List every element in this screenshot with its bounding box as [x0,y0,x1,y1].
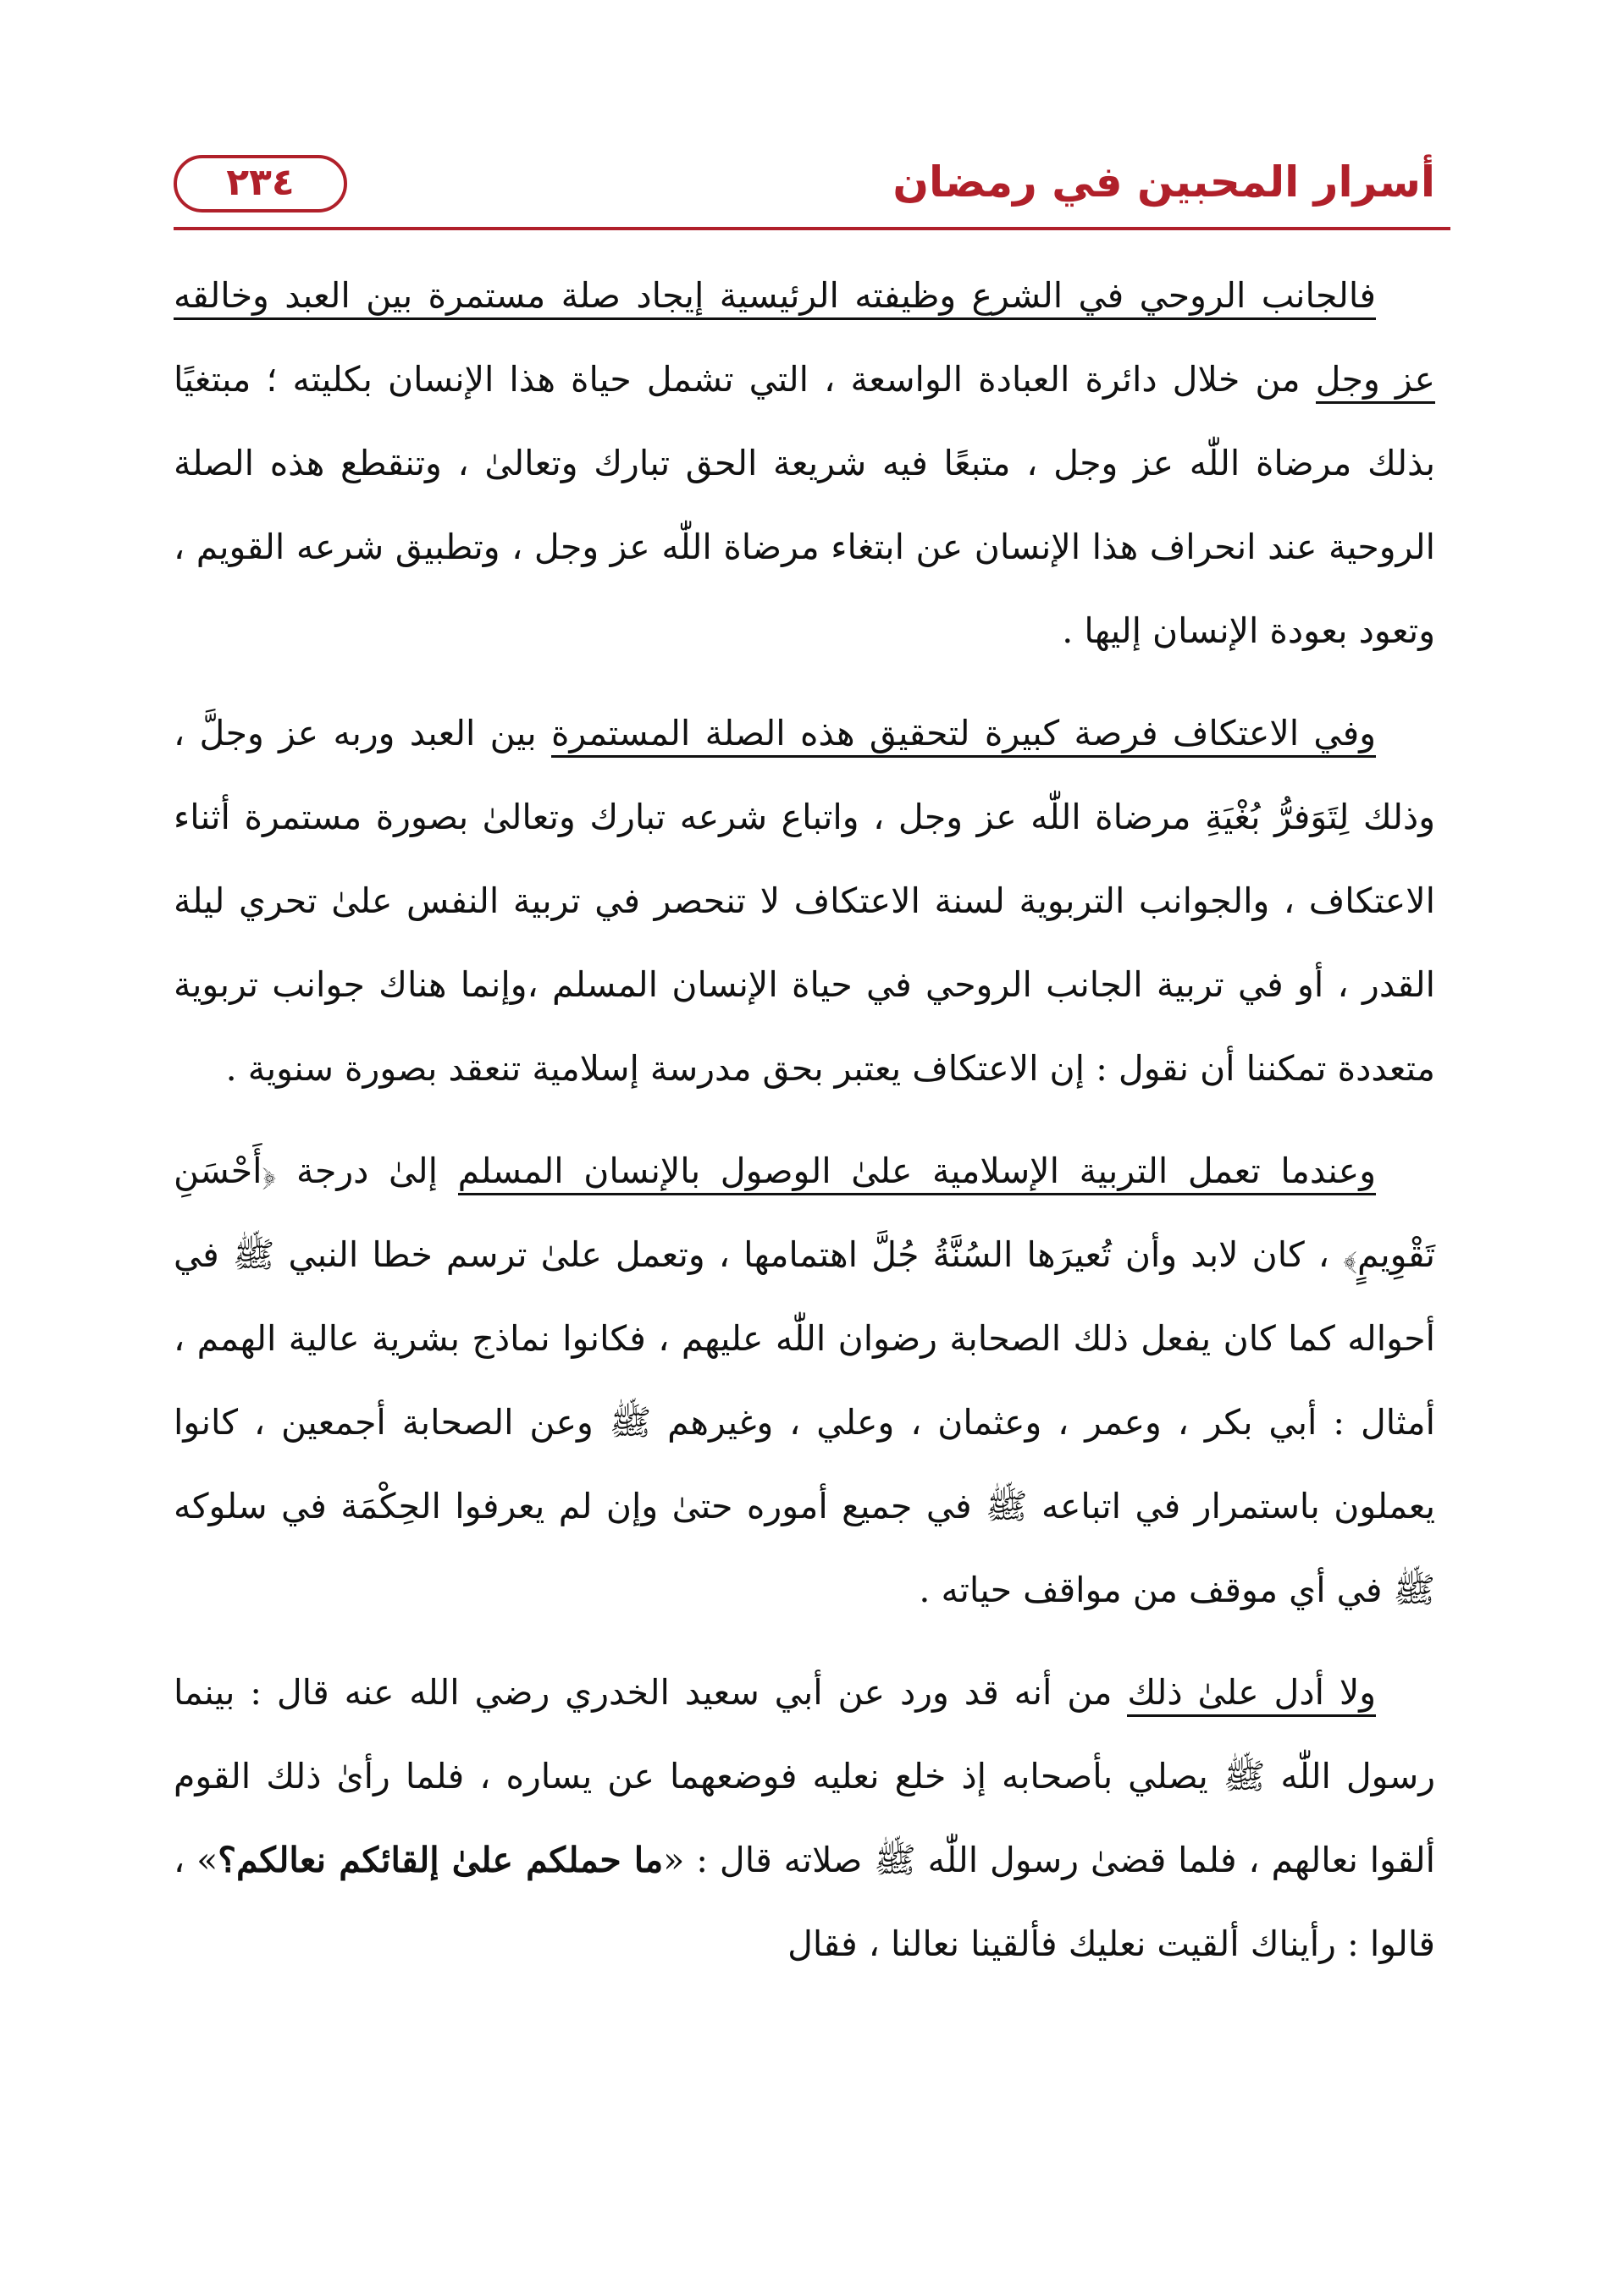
page-header [174,148,1435,224]
underlined-lead: فالجانب الروحي في الشرع وظيفته الرئيسية إيجاد صلة مستمرة بين العبد وخالقه عز وجل [174,275,1435,404]
book-title: أسرار المحبين في رمضان [892,157,1435,207]
underlined-lead: ولا أدل علىٰ ذلك [1127,1672,1376,1717]
header-divider [174,227,1450,230]
page-number-badge: ٢٣٤ [174,155,347,212]
paragraph [174,1129,1435,1632]
paragraph-text-tail: » ، قالوا : رأيناك ألقيت نعليك فألقينا نعالنا ، فقال [174,1840,1435,1964]
hadith-quote: ما حملكم علىٰ إلقائكم نعالكم؟ [218,1840,664,1880]
underlined-lead: وعندما تعمل التربية الإسلامية علىٰ الوصول بالإنسان المسلم [458,1151,1376,1195]
paragraph [174,692,1435,1111]
underlined-lead: وفي الاعتكاف فرصة كبيرة لتحقيق هذه الصلة المستمرة [551,713,1376,758]
paragraph [174,1651,1435,1986]
paragraph-text: من خلال دائرة العبادة الواسعة ، التي تشمل حياة هذا الإنسان بكليته ؛ مبتغيًا بذلك مرضاة اللّٰه عز وجل ، متبعًا فيه شريعة الحق تبارك وتعالىٰ ، وتنقطع هذه الصلة الروحية عند انحراف هذا الإنسان عن ابتغاء مرضاة اللّٰه عز وجل ، وتطبيق شرعه القويم ، وتعود بعودة الإنسان إليها . [174,359,1435,651]
paragraph [174,254,1435,673]
paragraph-text: من أنه قد ورد عن أبي سعيد الخدري رضي الله عنه قال : بينما رسول اللّٰه ﷺ يصلي بأصحابه إذ خلع نعليه فوضعهما عن يساره ، فلما رأىٰ ذلك القوم ألقوا نعالهم ، فلما قضىٰ رسول اللّٰه ﷺ صلاته قال : « [174,1672,1435,1880]
paragraph-text: إلىٰ درجة ﴿أَحْسَنِ تَقْوِيمٍ﴾ ، كان لابد وأن تُعيرَها السُنَّةُ جُلَّ اهتمامها ، وتعمل علىٰ ترسم خطا النبي ﷺ في أحواله كما كان يفعل ذلك الصحابة رضوان اللّٰه عليهم ، فكانوا نماذج بشرية عالية الهمم ، أمثال : أبي بكر ، وعمر ، وعثمان ، وعلي ، وغيرهم ﷺ وعن الصحابة أجمعين ، كانوا يعملون باستمرار في اتباعه ﷺ في جميع أموره حتىٰ وإن لم يعرفوا الحِكْمَة في سلوكه ﷺ في أي موقف من مواقف حياته . [174,1151,1435,1610]
body-text [174,254,1435,2005]
paragraph-text: بين العبد وربه عز وجلَّ ، وذلك لِتَوَفرُّ بُغْيَةِ مرضاة اللّٰه عز وجل ، واتباع شرعه تبارك وتعالىٰ بصورة مستمرة أثناء الاعتكاف ، والجوانب التربوية لسنة الاعتكاف لا تنحصر في تربية النفس علىٰ تحري ليلة القدر ، أو في تربية الجانب الروحي في حياة الإنسان المسلم ،وإنما هناك جوانب تربوية متعددة تمكننا أن نقول : إن الاعتكاف يعتبر بحق مدرسة إسلامية تنعقد بصورة سنوية . [174,713,1435,1089]
